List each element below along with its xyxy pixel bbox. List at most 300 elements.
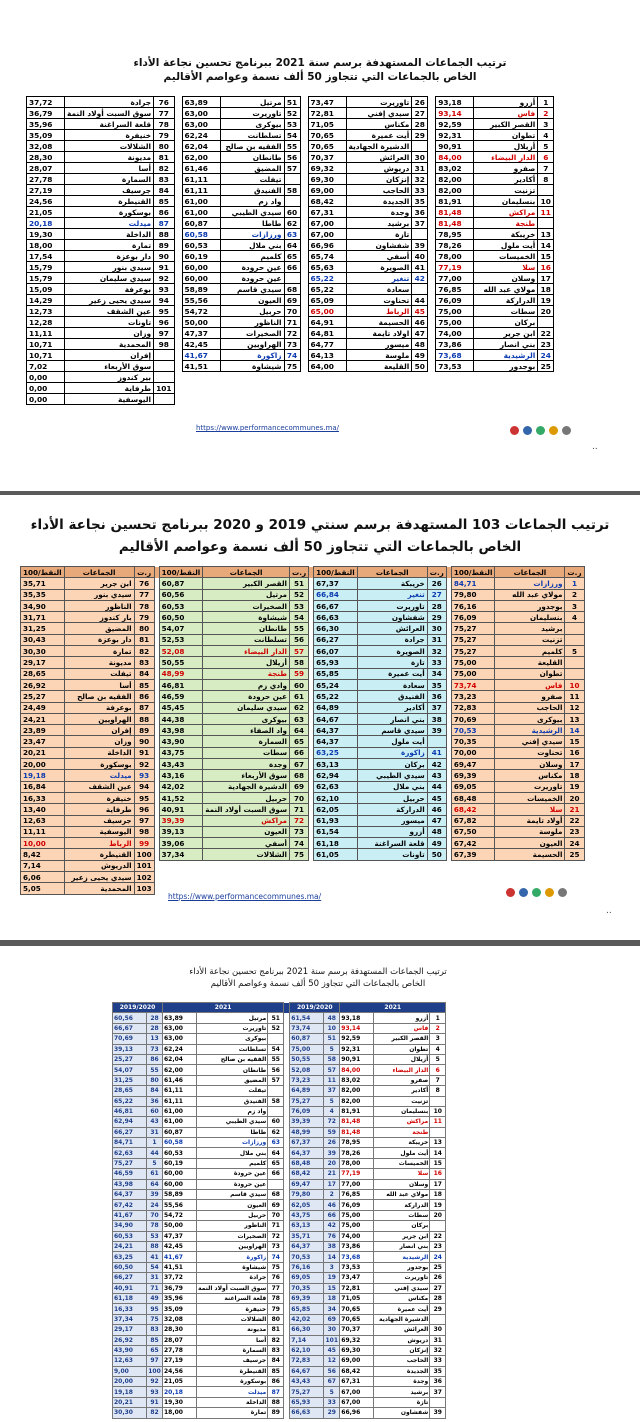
commune-name-cell: تاوريرت [220,108,284,119]
rank-cell: 42 [412,273,428,284]
score-cell: 61,11 [182,185,220,196]
commune-name-cell: بوسكورة [64,759,134,770]
score-cell: 20,21 [21,747,65,758]
score-cell: 67,00 [340,1387,374,1397]
column-gap [446,567,451,578]
score-cell: 10,71 [27,350,65,361]
commune-name-cell: أكادير [357,702,427,713]
rank-cell: 5 [324,1096,340,1106]
website-link[interactable]: https://www.performancecommunes.ma/ [168,892,322,901]
rank-cell: 35 [427,679,446,690]
table-row [113,1325,446,1335]
score-cell: 67,00 [308,229,346,240]
score-cell: 60,53 [182,240,220,251]
rank-cell: 73 [268,1241,284,1251]
column-gap [284,1335,290,1345]
rank-cell: 21 [565,804,584,815]
column-gap [174,251,182,262]
rank-cell: 15 [430,1158,446,1168]
score-cell: 60,53 [163,1148,197,1158]
rank-cell: 32 [427,646,446,657]
table-row [113,1158,446,1168]
rank-cell: 64 [147,1179,163,1189]
score-cell [159,872,203,883]
year-header: 2021 [163,1003,284,1013]
commune-name-cell: عين حرودة [220,262,284,273]
table-row [27,372,554,383]
rank-cell: 84 [154,185,174,196]
rank-cell: 26 [430,1273,446,1283]
column-gap [428,383,436,394]
rank-cell: 95 [134,792,154,803]
rank-cell: 65 [268,1158,284,1168]
column-gap [309,747,314,758]
score-cell [436,394,474,405]
score-cell: 67,42 [451,838,495,849]
score-cell: 66,30 [290,1325,324,1335]
column-gap [309,826,314,837]
rank-cell [427,736,446,747]
score-cell: 63,00 [163,1034,197,1044]
rank-cell: 30 [412,152,428,163]
column-gap [154,736,159,747]
score-cell: 72,83 [290,1356,324,1366]
rank-cell: 80 [268,1314,284,1324]
score-cell: 0,00 [27,394,65,405]
score-cell: 75,27 [113,1158,147,1168]
table-row [27,262,554,273]
commune-name-cell: بوجدور [495,600,565,611]
rank-cell: 29 [430,1304,446,1314]
commune-name-cell: ابن جرير [64,578,134,589]
rank-cell: 61 [147,1169,163,1179]
score-cell: 40,91 [113,1283,147,1293]
score-cell: 43,75 [159,747,203,758]
rank-cell: 60 [290,679,309,690]
score-cell: 67,50 [451,826,495,837]
commune-name-cell: خريبكة [357,578,427,589]
score-cell: 82,00 [436,185,474,196]
score-cell: 69,32 [340,1335,374,1345]
rank-cell: 78 [268,1293,284,1303]
score-cell: 62,94 [113,1117,147,1127]
rank-cell: 61 [290,691,309,702]
column-gap [446,600,451,611]
score-cell: 69,00 [340,1356,374,1366]
rank-cell: 42 [427,759,446,770]
rank-cell: 15 [565,736,584,747]
commune-name-cell [346,372,412,383]
rank-cell: 70 [290,792,309,803]
score-cell: 64,81 [308,328,346,339]
score-cell: 65,85 [290,1304,324,1314]
rank-cell: 83 [147,1325,163,1335]
score-cell: 63,13 [290,1221,324,1231]
table-row [21,826,585,837]
column-gap [174,372,182,383]
rank-cell [412,383,428,394]
score-cell: 71,05 [308,119,346,130]
column-gap [446,578,451,589]
rank-cell: 101 [325,1336,339,1344]
score-cell: 15,79 [27,262,65,273]
commune-name-cell: دار بوعزة [64,634,134,645]
rank-cell: 62 [290,702,309,713]
rank-cell: ر.ت [427,567,446,578]
rank-cell: 36 [412,207,428,218]
rank-cell: 71 [284,317,300,328]
commune-name-cell: زاكورة [197,1252,268,1262]
commune-name-cell: تاوريرت [374,1273,430,1283]
table-row [113,1283,446,1293]
score-cell: 60,56 [159,589,203,600]
rank-cell: 5 [538,141,554,152]
commune-name-cell: مرتيل [220,97,284,108]
website-link[interactable]: https://www.performancecommunes.ma/ [196,424,339,432]
score-cell: 31,25 [113,1075,147,1085]
rank-cell: 80 [154,141,174,152]
rank-cell: 64 [284,240,300,251]
rank-cell: 100 [148,1367,161,1375]
score-cell: 47,37 [182,328,220,339]
score-cell: 70,65 [340,1304,374,1314]
column-gap [284,1252,290,1262]
commune-name-cell: بير كندوز [65,372,154,383]
column-gap [284,1304,290,1314]
comparison-table-wrapper [112,1002,528,1419]
rank-cell: 55 [284,141,300,152]
rank-cell: 83 [134,657,154,668]
rank-cell: 73 [284,339,300,350]
column-gap [300,394,308,405]
rank-cell: 17 [565,759,584,770]
score-cell: 10,71 [27,339,65,350]
table-row [113,1138,446,1148]
score-cell: 61,00 [182,196,220,207]
rank-cell: 90 [134,736,154,747]
score-cell: 61,54 [314,826,358,837]
column-gap [174,361,182,372]
score-cell: 30,30 [113,1408,147,1418]
rank-cell: 94 [134,781,154,792]
score-cell: 35,96 [163,1293,197,1303]
commune-name-cell: تاوريرت [357,600,427,611]
rank-cell: 25 [538,361,554,372]
column-gap [309,838,314,849]
commune-name-cell: واد الصفاء [203,725,290,736]
commune-name-cell: زاكورة [220,350,284,361]
rank-cell [412,141,428,152]
score-cell: 61,00 [163,1106,197,1116]
commune-name-cell: تيفلت [197,1086,268,1096]
commune-name-cell: مديونة [197,1325,268,1335]
column-gap [428,339,436,350]
rank-cell: 17 [430,1179,446,1189]
commune-name-cell [357,872,427,883]
score-cell: 55,56 [163,1200,197,1210]
table-row [113,1044,446,1054]
column-gap [284,1314,290,1324]
commune-name-cell: جرسيف [65,185,154,196]
commune-name-cell: عين حرودة [197,1179,268,1189]
score-cell: 72,81 [340,1283,374,1293]
rank-cell: 87 [154,218,174,229]
column-gap [174,130,182,141]
score-cell: 90,91 [340,1054,374,1064]
commune-name-cell: سيدي يحيى زعير [64,872,134,883]
commune-name-cell: بركان [374,1221,430,1231]
commune-name-cell: سعادة [346,284,412,295]
rank-cell: 38 [324,1241,340,1251]
commune-name-cell: تطوان [374,1044,430,1054]
score-cell: 84,71 [451,578,495,589]
rank-cell: 89 [134,725,154,736]
rank-cell: 14 [430,1148,446,1158]
table-row [21,747,585,758]
column-gap [309,589,314,600]
commune-name-cell: كلميم [220,251,284,262]
column-gap [300,119,308,130]
score-cell: 73,74 [451,679,495,690]
table-row [113,1377,446,1387]
score-cell: 7,02 [27,361,65,372]
score-cell: 41,51 [163,1262,197,1272]
commune-name-cell: الجماعات [64,567,134,578]
rank-cell: 97 [134,815,154,826]
score-cell: 61,11 [163,1086,197,1096]
column-gap [154,770,159,781]
column-gap [300,108,308,119]
rank-cell: 48 [412,339,428,350]
table-row [27,119,554,130]
score-cell: 58,89 [163,1190,197,1200]
column-gap [446,781,451,792]
score-cell: 64,00 [308,361,346,372]
rank-cell: 53 [147,1231,163,1241]
ranking-sheet-2021 [20,52,620,472]
commune-name-cell: بركان [474,317,538,328]
rank-cell: 4 [565,612,584,623]
column-gap [309,646,314,657]
column-gap [309,691,314,702]
rank-cell: 2 [430,1023,446,1033]
score-cell: 75,00 [451,668,495,679]
rank-cell: 74 [290,838,309,849]
rank-cell: 31 [427,634,446,645]
commune-name-cell: بني انصار [474,339,538,350]
score-cell: 20,18 [27,218,65,229]
rank-cell: 59 [290,668,309,679]
score-cell: 67,42 [113,1200,147,1210]
column-gap [309,725,314,736]
rank-cell: 28 [427,600,446,611]
score-cell: 66,27 [113,1273,147,1283]
score-cell: 12,73 [27,306,65,317]
rank-cell: 58 [290,657,309,668]
column-gap [174,295,182,306]
column-gap [284,1148,290,1158]
rank-cell: 8 [538,174,554,185]
score-cell: 62,24 [182,130,220,141]
partner-logos [506,888,567,897]
score-cell: 67,37 [290,1138,324,1148]
rank-cell: 17 [538,273,554,284]
commune-name-cell: سيدي قاسم [220,284,284,295]
rank-cell: 2 [565,589,584,600]
commune-name-cell: المحمدية [65,339,154,350]
score-cell: 75,27 [290,1096,324,1106]
commune-name-cell: صفرو [495,691,565,702]
table-row [113,1262,446,1272]
score-cell: 69,30 [340,1345,374,1355]
column-gap [154,567,159,578]
score-cell: 60,50 [113,1262,147,1272]
rank-cell: 51 [290,578,309,589]
rank-cell [538,372,554,383]
rank-cell: 66 [284,262,300,273]
rank-cell [565,860,584,871]
rank-cell [538,317,554,328]
column-gap [154,634,159,645]
score-cell: 60,87 [182,218,220,229]
rank-cell: 88 [268,1397,284,1407]
score-cell [182,383,220,394]
commune-name-cell: ميسور [346,339,412,350]
column-gap [300,163,308,174]
commune-name-cell: سيدي سليمان [203,702,290,713]
commune-name-cell: الصخيرات [220,328,284,339]
table-row [27,207,554,218]
score-cell: 50,55 [159,657,203,668]
commune-name-cell: مديونة [64,657,134,668]
score-cell: 26,92 [113,1335,147,1345]
table-row [113,1241,446,1251]
rank-cell: 19 [565,781,584,792]
column-gap [284,1366,290,1376]
rank-cell: 49 [412,350,428,361]
score-cell: 82,00 [436,174,474,185]
commune-name-cell: طاطا [197,1127,268,1137]
rank-cell [284,273,300,284]
commune-name-cell: فاس [474,108,538,119]
commune-name-cell: مراكش [203,815,290,826]
score-cell: 68,42 [290,1169,324,1179]
column-gap [309,792,314,803]
column-gap [309,872,314,883]
score-cell: 62,10 [314,792,358,803]
column-gap [284,1013,290,1023]
column-gap [174,229,182,240]
column-gap [174,317,182,328]
score-cell: 31,71 [21,612,65,623]
commune-name-cell: أولاد تايمة [495,815,565,826]
column-gap [300,350,308,361]
commune-name-cell: مرتيل [203,589,290,600]
commune-name-cell: تاونات [65,317,154,328]
rank-cell: 1 [538,97,554,108]
table-row [113,1106,446,1116]
score-cell: 28,65 [113,1086,147,1096]
score-cell: 52,53 [159,634,203,645]
rank-cell: 57 [290,646,309,657]
rank-cell: 33 [427,657,446,668]
rank-cell: 5 [324,1044,340,1054]
score-cell: 73,23 [290,1075,324,1085]
rank-cell: 54 [284,130,300,141]
rank-cell: 79 [154,130,174,141]
rank-cell: 26 [324,1138,340,1148]
column-gap [284,1387,290,1397]
commune-name-cell: الجديدة [346,196,412,207]
rank-cell [154,394,174,405]
column-gap [284,1086,290,1096]
commune-name-cell: تطوان [474,130,538,141]
commune-name-cell: تحناوت [346,295,412,306]
table-row [21,815,585,826]
commune-name-cell: تازة [374,1397,430,1407]
rank-cell: 63 [268,1138,284,1148]
commune-name-cell: أيت عميرة [374,1304,430,1314]
score-cell: 75,00 [290,1044,324,1054]
table-row [113,1075,446,1085]
table-row [27,306,554,317]
commune-name-cell: الرشيدية [374,1252,430,1262]
rank-cell: ر.ت [290,567,309,578]
commune-name-cell: شفشاون [346,240,412,251]
score-cell: 66,96 [340,1408,374,1418]
table-row [113,1179,446,1189]
rank-cell: 73 [290,826,309,837]
column-gap [284,1003,290,1013]
rank-cell [284,372,300,383]
commune-name-cell: قلعة السراغنة [197,1293,268,1303]
table-row [21,849,585,860]
score-cell: 92,59 [436,119,474,130]
score-cell: 65,00 [308,306,346,317]
table-row [27,328,554,339]
commune-name-cell: واد زم [220,196,284,207]
score-cell: 75,00 [436,317,474,328]
rank-cell: 13 [430,1138,446,1148]
table-row [21,646,585,657]
rank-cell: 22 [538,328,554,339]
column-gap [446,725,451,736]
rank-cell: 1 [147,1138,163,1148]
score-cell: 12,63 [113,1356,147,1366]
score-cell: 62,24 [163,1044,197,1054]
commune-name-cell: تمارة [65,240,154,251]
score-cell: 28,30 [163,1325,197,1335]
rank-cell: 54 [290,612,309,623]
rank-cell: 2 [324,1190,340,1200]
column-gap [446,702,451,713]
score-cell: 30,30 [21,646,65,657]
rank-cell: 35 [430,1366,446,1376]
rank-cell [412,284,428,295]
rank-cell: 30 [324,1325,340,1335]
score-cell: 81,91 [436,196,474,207]
rank-cell: 93 [154,284,174,295]
score-cell: 25,27 [113,1054,147,1064]
commune-name-cell: وسلان [374,1179,430,1189]
commune-name-cell: الجماعات [357,567,427,578]
score-cell: 84,71 [113,1138,147,1148]
score-cell: 24,56 [27,196,65,207]
commune-name-cell: الفنيدق [220,185,284,196]
rank-cell: 55 [147,1065,163,1075]
column-gap [446,668,451,679]
column-gap [446,770,451,781]
